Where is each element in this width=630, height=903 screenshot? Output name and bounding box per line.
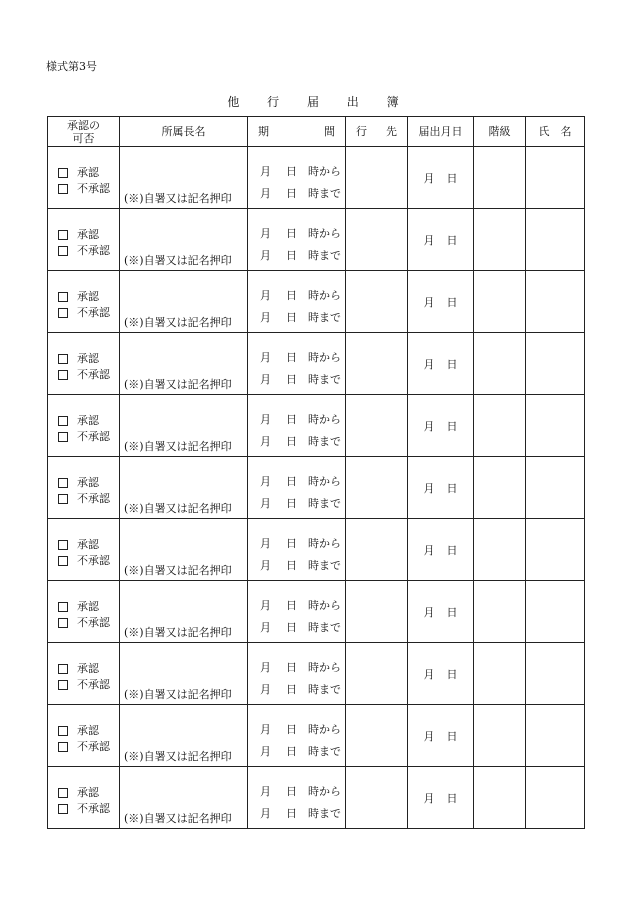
dept-head-cell[interactable]: [120, 209, 248, 271]
destination-cell[interactable]: [346, 271, 408, 333]
submit-month: 月: [423, 357, 435, 371]
rank-cell[interactable]: [474, 767, 526, 829]
submit-day: 日: [446, 357, 458, 371]
approve-option[interactable]: [58, 413, 110, 429]
period-from-day: 日: [286, 475, 297, 488]
submit-day: 日: [446, 171, 458, 185]
dept-head-cell[interactable]: [120, 147, 248, 209]
reject-label: 不承認: [77, 368, 110, 381]
signature-note: (※)自署又は記名押印: [124, 316, 232, 329]
approve-option[interactable]: [58, 537, 110, 553]
approve-option[interactable]: [58, 475, 110, 491]
dept-head-cell[interactable]: [120, 581, 248, 643]
reject-label: 不承認: [77, 182, 110, 195]
period-until-month: 月: [260, 435, 271, 448]
register-row: [48, 457, 585, 519]
approval-cell: [48, 519, 120, 581]
period-cell[interactable]: [248, 457, 346, 519]
period-until-day: 日: [286, 683, 297, 696]
register-row: [48, 333, 585, 395]
submit-month: 月: [423, 791, 435, 805]
period-cell[interactable]: [248, 333, 346, 395]
submit-month: 月: [423, 481, 435, 495]
period-until: [260, 617, 341, 639]
reject-option[interactable]: [58, 491, 110, 507]
reject-checkbox[interactable]: [58, 556, 68, 566]
approval-cell: [48, 643, 120, 705]
period-from: [260, 719, 341, 741]
destination-cell[interactable]: [346, 209, 408, 271]
reject-label: 不承認: [77, 430, 110, 443]
approve-label: 承認: [77, 600, 99, 613]
reject-option[interactable]: [58, 553, 110, 569]
period-cell[interactable]: [248, 271, 346, 333]
period-until-suffix: 時まで: [308, 373, 341, 386]
period-until: [260, 803, 341, 825]
submit-date-cell[interactable]: [408, 643, 474, 705]
signature-note: (※)自署又は記名押印: [124, 440, 232, 453]
dept-head-cell[interactable]: [120, 457, 248, 519]
name-cell[interactable]: [526, 767, 585, 829]
header-submit-date: 届出月日: [408, 117, 474, 147]
destination-cell[interactable]: [346, 147, 408, 209]
reject-label: 不承認: [77, 740, 110, 753]
period-from-suffix: 時から: [308, 351, 341, 364]
period-from-suffix: 時から: [308, 227, 341, 240]
signature-note: (※)自署又は記名押印: [124, 192, 232, 205]
period-until-suffix: 時まで: [308, 807, 341, 820]
submit-date-cell[interactable]: [408, 271, 474, 333]
period-from: [260, 223, 341, 245]
rank-cell[interactable]: [474, 581, 526, 643]
reject-option[interactable]: [58, 429, 110, 445]
rank-cell[interactable]: [474, 705, 526, 767]
register-row: [48, 767, 585, 829]
header-period-right: 間: [324, 125, 335, 138]
name-cell[interactable]: [526, 519, 585, 581]
period-from: [260, 161, 341, 183]
destination-cell[interactable]: [346, 333, 408, 395]
signature-note: (※)自署又は記名押印: [124, 254, 232, 267]
submit-day: 日: [446, 791, 458, 805]
signature-note: (※)自署又は記名押印: [124, 378, 232, 391]
period-from-month: 月: [260, 723, 271, 736]
rank-cell[interactable]: [474, 643, 526, 705]
period-until-month: 月: [260, 373, 271, 386]
document-title: 他 行 届 出 簿: [227, 95, 411, 109]
rank-cell[interactable]: [474, 457, 526, 519]
approval-cell: [48, 705, 120, 767]
name-cell[interactable]: [526, 581, 585, 643]
reject-label: 不承認: [77, 678, 110, 691]
period-from-day: 日: [286, 165, 297, 178]
approve-label: 承認: [77, 724, 99, 737]
name-cell[interactable]: [526, 395, 585, 457]
approve-checkbox[interactable]: [58, 726, 68, 736]
signature-note: (※)自署又は記名押印: [124, 750, 232, 763]
dept-head-cell[interactable]: [120, 333, 248, 395]
destination-cell[interactable]: [346, 643, 408, 705]
approve-option[interactable]: [58, 351, 110, 367]
approve-checkbox[interactable]: [58, 292, 68, 302]
approve-checkbox[interactable]: [58, 602, 68, 612]
period-from-month: 月: [260, 537, 271, 550]
period-from-month: 月: [260, 351, 271, 364]
period-until: [260, 431, 341, 453]
reject-option[interactable]: [58, 677, 110, 693]
reject-checkbox[interactable]: [58, 308, 68, 318]
period-until-month: 月: [260, 497, 271, 510]
submit-day: 日: [446, 729, 458, 743]
register-row: [48, 705, 585, 767]
period-from-month: 月: [260, 413, 271, 426]
reject-checkbox[interactable]: [58, 680, 68, 690]
reject-checkbox[interactable]: [58, 184, 68, 194]
period-until: [260, 555, 341, 577]
period-until-day: 日: [286, 621, 297, 634]
period-until-suffix: 時まで: [308, 435, 341, 448]
period-until-suffix: 時まで: [308, 187, 341, 200]
period-from: [260, 595, 341, 617]
approve-checkbox[interactable]: [58, 230, 68, 240]
period-until-suffix: 時まで: [308, 311, 341, 324]
period-until-day: 日: [286, 435, 297, 448]
reject-option[interactable]: [58, 243, 110, 259]
dept-head-cell[interactable]: [120, 271, 248, 333]
reject-label: 不承認: [77, 554, 110, 567]
period-until-suffix: 時まで: [308, 559, 341, 572]
submit-date-cell[interactable]: [408, 705, 474, 767]
period-from-month: 月: [260, 661, 271, 674]
dept-head-cell[interactable]: [120, 705, 248, 767]
header-row: [48, 117, 585, 147]
period-until-day: 日: [286, 373, 297, 386]
dept-head-cell[interactable]: [120, 519, 248, 581]
period-from-day: 日: [286, 785, 297, 798]
period-from-month: 月: [260, 599, 271, 612]
signature-note: (※)自署又は記名押印: [124, 688, 232, 701]
approve-checkbox[interactable]: [58, 478, 68, 488]
period-from: [260, 285, 341, 307]
name-cell[interactable]: [526, 643, 585, 705]
submit-date-cell[interactable]: [408, 147, 474, 209]
period-from: [260, 781, 341, 803]
submit-month: 月: [423, 171, 435, 185]
name-cell[interactable]: [526, 705, 585, 767]
period-from-suffix: 時から: [308, 537, 341, 550]
period-until-suffix: 時まで: [308, 497, 341, 510]
header-name: 氏 名: [526, 117, 585, 147]
approve-label: 承認: [77, 476, 99, 489]
submit-day: 日: [446, 667, 458, 681]
approve-checkbox[interactable]: [58, 540, 68, 550]
period-until-day: 日: [286, 807, 297, 820]
reject-checkbox[interactable]: [58, 370, 68, 380]
period-from-suffix: 時から: [308, 165, 341, 178]
submit-month: 月: [423, 419, 435, 433]
reject-checkbox[interactable]: [58, 804, 68, 814]
approve-checkbox[interactable]: [58, 354, 68, 364]
submit-day: 日: [446, 295, 458, 309]
dept-head-cell[interactable]: [120, 395, 248, 457]
period-until-month: 月: [260, 807, 271, 820]
approve-option[interactable]: [58, 165, 110, 181]
submit-month: 月: [423, 295, 435, 309]
header-destination-right: 先: [386, 125, 397, 138]
header-dept-head: 所属長名: [120, 117, 248, 147]
period-from-suffix: 時から: [308, 413, 341, 426]
destination-cell[interactable]: [346, 767, 408, 829]
header-approval: [48, 117, 120, 147]
period-cell[interactable]: [248, 209, 346, 271]
rank-cell[interactable]: [474, 271, 526, 333]
approval-cell: [48, 271, 120, 333]
period-until-day: 日: [286, 745, 297, 758]
approve-label: 承認: [77, 662, 99, 675]
approve-option[interactable]: [58, 227, 110, 243]
rank-cell[interactable]: [474, 333, 526, 395]
approve-label: 承認: [77, 166, 99, 179]
period-until-day: 日: [286, 497, 297, 510]
submit-month: 月: [423, 729, 435, 743]
submit-date-cell[interactable]: [408, 519, 474, 581]
submit-date-cell[interactable]: [408, 767, 474, 829]
period-until-month: 月: [260, 745, 271, 758]
period-until-month: 月: [260, 311, 271, 324]
period-until-day: 日: [286, 311, 297, 324]
rank-cell[interactable]: [474, 209, 526, 271]
period-until-suffix: 時まで: [308, 249, 341, 262]
period-until: [260, 307, 341, 329]
period-from: [260, 347, 341, 369]
submit-date-cell[interactable]: [408, 209, 474, 271]
period-from-day: 日: [286, 723, 297, 736]
approve-option[interactable]: [58, 599, 110, 615]
approve-label: 承認: [77, 228, 99, 241]
register-row: [48, 271, 585, 333]
period-from-suffix: 時から: [308, 599, 341, 612]
register-row: [48, 395, 585, 457]
reject-checkbox[interactable]: [58, 246, 68, 256]
submit-month: 月: [423, 667, 435, 681]
period-until-month: 月: [260, 249, 271, 262]
destination-cell[interactable]: [346, 519, 408, 581]
approve-label: 承認: [77, 786, 99, 799]
period-until: [260, 183, 341, 205]
reject-checkbox[interactable]: [58, 432, 68, 442]
rank-cell[interactable]: [474, 147, 526, 209]
reject-option[interactable]: [58, 305, 110, 321]
period-from-day: 日: [286, 661, 297, 674]
submit-day: 日: [446, 605, 458, 619]
header-approval-line2: 可否: [72, 131, 95, 145]
register-table: [47, 116, 585, 829]
dept-head-cell[interactable]: [120, 767, 248, 829]
period-until: [260, 369, 341, 391]
submit-day: 日: [446, 481, 458, 495]
name-cell[interactable]: [526, 147, 585, 209]
signature-note: (※)自署又は記名押印: [124, 502, 232, 515]
name-cell[interactable]: [526, 209, 585, 271]
approval-cell: [48, 395, 120, 457]
period-from: [260, 533, 341, 555]
period-until: [260, 741, 341, 763]
period-from-suffix: 時から: [308, 785, 341, 798]
approval-cell: [48, 333, 120, 395]
header-approval-line1: 承認の: [67, 118, 100, 132]
period-from-day: 日: [286, 227, 297, 240]
period-cell[interactable]: [248, 147, 346, 209]
period-cell[interactable]: [248, 519, 346, 581]
period-from: [260, 657, 341, 679]
period-until: [260, 679, 341, 701]
approve-option[interactable]: [58, 785, 110, 801]
approve-label: 承認: [77, 352, 99, 365]
submit-month: 月: [423, 543, 435, 557]
period-from-day: 日: [286, 599, 297, 612]
reject-label: 不承認: [77, 616, 110, 629]
approve-option[interactable]: [58, 723, 110, 739]
form-number: 様式第3号: [46, 60, 97, 73]
name-cell[interactable]: [526, 333, 585, 395]
period-cell[interactable]: [248, 643, 346, 705]
period-until: [260, 245, 341, 267]
approve-label: 承認: [77, 414, 99, 427]
reject-option[interactable]: [58, 739, 110, 755]
reject-label: 不承認: [77, 244, 110, 257]
destination-cell[interactable]: [346, 581, 408, 643]
period-until-day: 日: [286, 249, 297, 262]
register-row: [48, 147, 585, 209]
approve-checkbox[interactable]: [58, 416, 68, 426]
period-from: [260, 409, 341, 431]
approve-checkbox[interactable]: [58, 168, 68, 178]
name-cell[interactable]: [526, 457, 585, 519]
register-row: [48, 209, 585, 271]
period-cell[interactable]: [248, 767, 346, 829]
period-from: [260, 471, 341, 493]
reject-option[interactable]: [58, 181, 110, 197]
reject-option[interactable]: [58, 801, 110, 817]
rank-cell[interactable]: [474, 519, 526, 581]
period-from-day: 日: [286, 537, 297, 550]
approve-option[interactable]: [58, 289, 110, 305]
period-from-suffix: 時から: [308, 661, 341, 674]
period-until-suffix: 時まで: [308, 745, 341, 758]
header-period: [248, 117, 346, 147]
reject-label: 不承認: [77, 306, 110, 319]
reject-option[interactable]: [58, 615, 110, 631]
period-from-suffix: 時から: [308, 289, 341, 302]
submit-day: 日: [446, 543, 458, 557]
header-destination: [346, 117, 408, 147]
destination-cell[interactable]: [346, 457, 408, 519]
period-from-month: 月: [260, 785, 271, 798]
reject-option[interactable]: [58, 367, 110, 383]
approval-cell: [48, 209, 120, 271]
period-until-month: 月: [260, 187, 271, 200]
approve-checkbox[interactable]: [58, 788, 68, 798]
approve-option[interactable]: [58, 661, 110, 677]
submit-day: 日: [446, 419, 458, 433]
register-row: [48, 519, 585, 581]
period-until-day: 日: [286, 187, 297, 200]
approval-cell: [48, 457, 120, 519]
period-until-suffix: 時まで: [308, 683, 341, 696]
submit-date-cell[interactable]: [408, 333, 474, 395]
period-cell[interactable]: [248, 705, 346, 767]
submit-month: 月: [423, 605, 435, 619]
approve-checkbox[interactable]: [58, 664, 68, 674]
submit-date-cell[interactable]: [408, 581, 474, 643]
signature-note: (※)自署又は記名押印: [124, 626, 232, 639]
approval-cell: [48, 581, 120, 643]
period-until-suffix: 時まで: [308, 621, 341, 634]
period-cell[interactable]: [248, 581, 346, 643]
submit-day: 日: [446, 233, 458, 247]
period-from-month: 月: [260, 165, 271, 178]
approval-cell: [48, 767, 120, 829]
register-row: [48, 581, 585, 643]
period-from-day: 日: [286, 413, 297, 426]
period-until-month: 月: [260, 559, 271, 572]
destination-cell[interactable]: [346, 395, 408, 457]
approve-label: 承認: [77, 538, 99, 551]
period-until-month: 月: [260, 683, 271, 696]
period-from-suffix: 時から: [308, 475, 341, 488]
period-from-suffix: 時から: [308, 723, 341, 736]
reject-label: 不承認: [77, 802, 110, 815]
destination-cell[interactable]: [346, 705, 408, 767]
name-cell[interactable]: [526, 271, 585, 333]
period-from-day: 日: [286, 351, 297, 364]
period-from-month: 月: [260, 475, 271, 488]
rank-cell[interactable]: [474, 395, 526, 457]
period-until-month: 月: [260, 621, 271, 634]
register-body: [48, 147, 585, 829]
header-period-left: 期: [258, 125, 269, 138]
period-from-day: 日: [286, 289, 297, 302]
period-until: [260, 493, 341, 515]
period-from-month: 月: [260, 289, 271, 302]
submit-date-cell[interactable]: [408, 395, 474, 457]
submit-date-cell[interactable]: [408, 457, 474, 519]
approval-cell: [48, 147, 120, 209]
submit-month: 月: [423, 233, 435, 247]
header-destination-left: 行: [356, 125, 367, 138]
signature-note: (※)自署又は記名押印: [124, 812, 232, 825]
reject-label: 不承認: [77, 492, 110, 505]
dept-head-cell[interactable]: [120, 643, 248, 705]
register-row: [48, 643, 585, 705]
period-until-day: 日: [286, 559, 297, 572]
header-rank: 階級: [474, 117, 526, 147]
signature-note: (※)自署又は記名押印: [124, 564, 232, 577]
period-cell[interactable]: [248, 395, 346, 457]
period-from-month: 月: [260, 227, 271, 240]
reject-checkbox[interactable]: [58, 742, 68, 752]
reject-checkbox[interactable]: [58, 618, 68, 628]
approve-label: 承認: [77, 290, 99, 303]
reject-checkbox[interactable]: [58, 494, 68, 504]
